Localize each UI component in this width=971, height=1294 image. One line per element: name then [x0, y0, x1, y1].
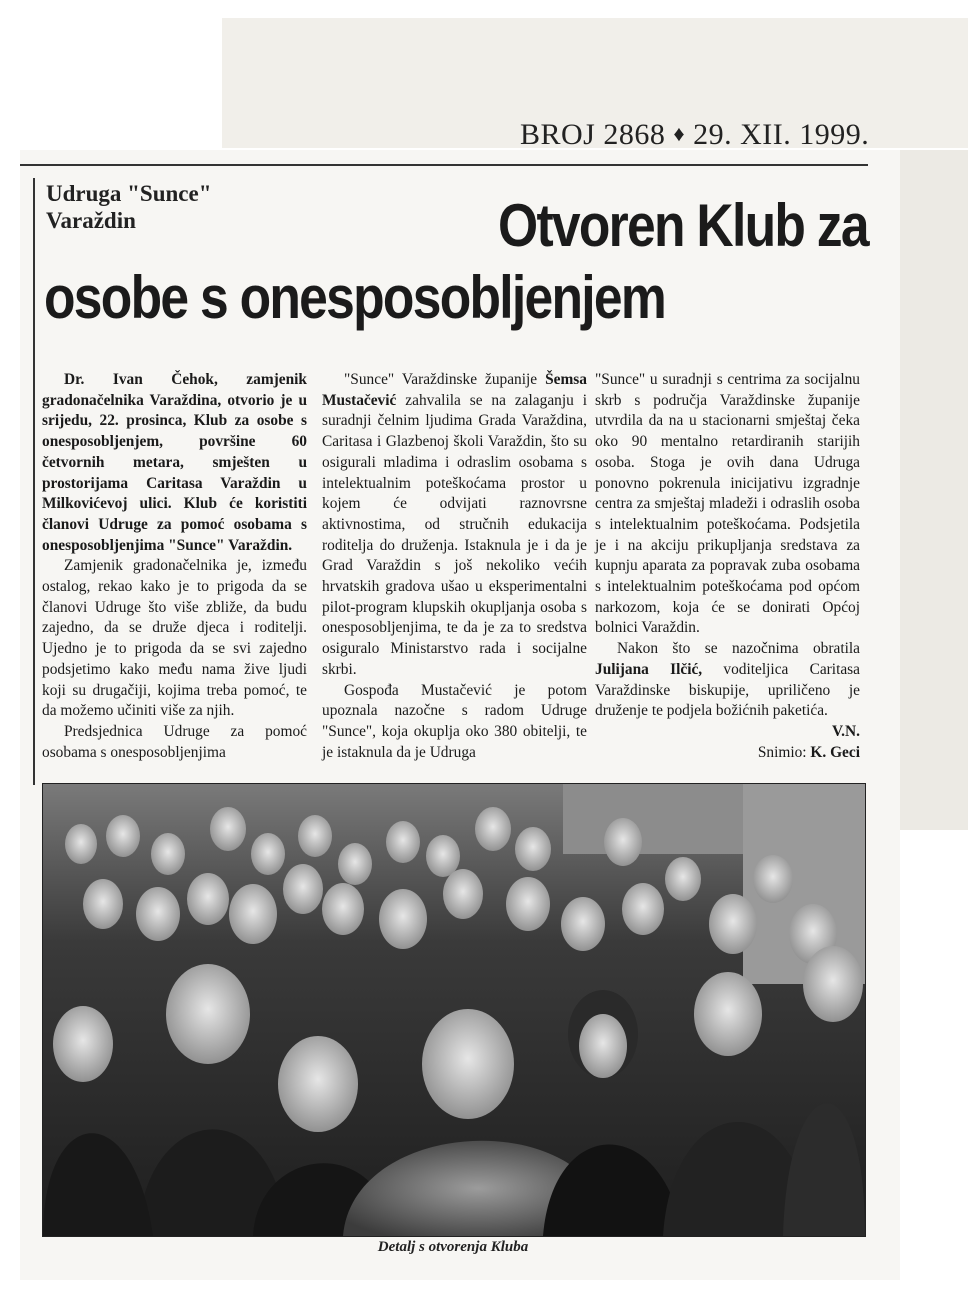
headline-line-1: Otvoren Klub za: [498, 192, 868, 259]
paragraph: "Sunce" u suradnji s centrima za socijalnu skrb s područja Varaždinske županije utvrdila da na u stacionarni smještaj čeka oko 90 mentalno retardiranih starijih osoba. Stoga je ovih dana Udruga ponovno pokrenula inicijativu izgradnje centra za smještaj mladeži i odraslih osoba s intelektualnim poteškoćama. Podsjetila je i na akciju prikupljanja sredstava za kupnju aparata za popravak zuba osobama s intelektualnim poteškoćama pod općom narkozom, koja će se donirati Općoj bolnici Varaždin.: [595, 371, 860, 637]
text-run: voditeljica Caritasa Varaždinske biskupije, upriličeno je druženje te podjela božićnih paketića.: [595, 660, 860, 720]
headline: [44, 190, 868, 334]
text-run: "Sunce" Varaždinske županije: [344, 371, 538, 388]
paragraph: Gospođa Mustačević je potom upoznala nazočne s radom Udruge "Sunce", koja okuplja oko 380 obitelji, te je istaknula da je Udruga: [322, 681, 587, 761]
article-column-3: [595, 370, 860, 763]
paragraph: [322, 370, 587, 681]
article-column-2: [322, 370, 587, 763]
diamond-separator-icon: ♦: [673, 121, 686, 146]
photo-credit: [595, 743, 860, 764]
crowd-photo-image: [43, 784, 865, 1236]
adjacent-page-edge: [900, 150, 968, 830]
credit-label: Snimio:: [757, 743, 807, 761]
person-name: Julijana Ilčić,: [595, 660, 703, 678]
issue-date: 29. XII. 1999.: [693, 118, 870, 151]
credit-name: K. Geci: [810, 743, 860, 761]
paragraph: Predsjednica Udruge za pomoć osobama s onesposobljenjima: [42, 722, 307, 761]
photo-caption: Detalj s otvorenja Kluba: [377, 1239, 529, 1255]
person-name: Šemsa Mustačević: [322, 371, 587, 409]
paragraph: [595, 639, 860, 722]
text-run: zahvalila se na zalaganju i suradnji čelnim ljudima Grada Varaždina, Caritasa i Glazbenoj školi Varaždin, što su osigurali mladima i odraslim osobama s intelektualnim poteškoćama prostor u kojem će odvijati raznovrsne aktivnostima, od stručnih edukacija roditelja do druženja. Istaknula je i da je Grad Varaždin s još nekoliko većih hrvatskih gradova ušao u eksperimentalni pilot-program klupskih okupljanja osoba s onesposobljenjima, te da je za to sredstva osiguralo Ministarstvo rada i socijalne skrbi.: [322, 391, 587, 678]
left-column-rule: [33, 178, 35, 785]
kicker-line-2: Varaždin: [46, 208, 136, 233]
group-photo: [42, 783, 866, 1237]
issue-line: [520, 118, 870, 152]
kicker-line-1: Udruga "Sunce": [46, 181, 212, 206]
article-column-1: [42, 370, 307, 763]
issue-number: BROJ 2868: [520, 118, 666, 151]
headline-line-2: osobe s onesposobljenjem: [44, 264, 666, 331]
paragraph: Zamjenik gradonačelnika je, između ostalog, rekao kako je to prigoda da se članovi Udruge što više zbliže, da budu zajedno, da se druže djeca i roditelji. Ujedno je to prigoda da se svi zajedno podsjetimo kako među nama žive ljudi koji su drugačiji, kojima treba pomoć, te da možemo učiniti više za njih.: [42, 557, 307, 720]
lead-paragraph: Dr. Ivan Čehok, zamjenik gradonačelnika Varaždina, otvorio je u srijedu, 22. prosinca, Klub za osobe s onesposobljenjem, površine 60 četvornih metara, smješten u prostorijama Caritasa Varaždin u Milkovićevoj ulici. Klub će koristiti članovi Udruge za pomoć osobama s onesposobljenjima "Sunce" Varaždin.: [42, 371, 307, 554]
top-rule: [20, 164, 868, 166]
text-run: Nakon što se nazočnima obratila: [617, 640, 860, 658]
signature: V.N.: [832, 722, 860, 740]
